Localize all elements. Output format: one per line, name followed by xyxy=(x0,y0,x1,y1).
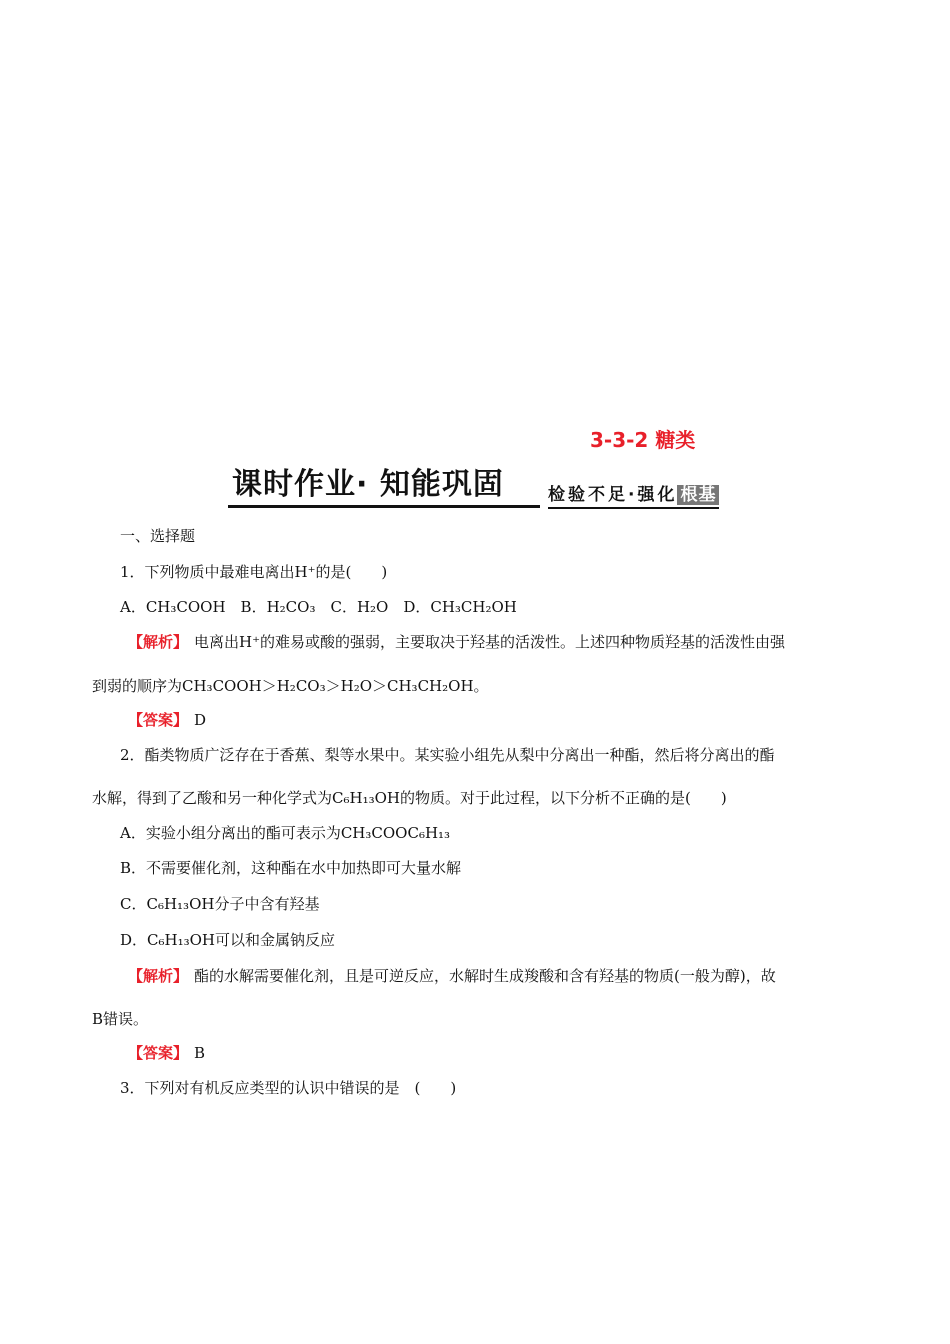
q2-option-a: A．实验小组分离出的酯可表示为CH₃COOC₆H₁₃ xyxy=(120,824,451,842)
q2-answer xyxy=(128,1043,205,1063)
lesson-title: 3-3-2 糖类 xyxy=(590,428,696,452)
q1-answer xyxy=(128,710,206,730)
q1-answer-value: D xyxy=(194,711,207,729)
answer-label: 【答案】 xyxy=(128,711,189,729)
homework-banner xyxy=(228,465,758,509)
banner-highlight: 根基 xyxy=(677,485,719,505)
q2-option-b: B．不需要催化剂，这种酯在水中加热即可大量水解 xyxy=(120,859,462,877)
q2-option-d: D．C₆H₁₃OH可以和金属钠反应 xyxy=(120,931,336,949)
q2-analysis-text1: 酯的水解需要催化剂，且是可逆反应，水解时生成羧酸和含有羟基的物质(一般为醇)，故 xyxy=(194,967,776,985)
q1-analysis-line2: 到弱的顺序为CH₃COOH＞H₂CO₃＞H₂O＞CH₃CH₂OH。 xyxy=(92,677,489,695)
q2-answer-value: B xyxy=(194,1044,206,1062)
banner-subtitle xyxy=(548,483,719,509)
q2-analysis-line2: B错误。 xyxy=(92,1010,149,1028)
section-heading: 一、选择题 xyxy=(120,527,196,545)
q3-stem: 3．下列对有机反应类型的认识中错误的是 ( ) xyxy=(120,1079,457,1097)
banner-main-text: 课时作业· 知能巩固 xyxy=(228,465,540,508)
q2-stem-line1: 2．酯类物质广泛存在于香蕉、梨等水果中。某实验小组先从梨中分离出一种酯，然后将分离出的酯 xyxy=(120,746,775,764)
answer-label: 【答案】 xyxy=(128,1044,189,1062)
q1-analysis-line1 xyxy=(128,632,785,652)
q2-analysis-line1 xyxy=(128,966,776,986)
q2-option-c: C．C₆H₁₃OH分子中含有羟基 xyxy=(120,895,320,913)
q1-analysis-text1: 电离出H⁺的难易或酸的强弱，主要取决于羟基的活泼性。上述四种物质羟基的活泼性由强 xyxy=(194,633,786,651)
q1-stem: 1．下列物质中最难电离出H⁺的是( ) xyxy=(120,563,388,581)
analysis-label: 【解析】 xyxy=(128,967,189,985)
q1-options: A．CH₃COOH B．H₂CO₃ C．H₂O D．CH₃CH₂OH xyxy=(120,598,517,616)
banner-sub-text: 检验不足·强化 xyxy=(548,485,678,505)
analysis-label: 【解析】 xyxy=(128,633,189,651)
q2-stem-line2: 水解，得到了乙酸和另一种化学式为C₆H₁₃OH的物质。对于此过程，以下分析不正确的是( ) xyxy=(92,789,727,807)
